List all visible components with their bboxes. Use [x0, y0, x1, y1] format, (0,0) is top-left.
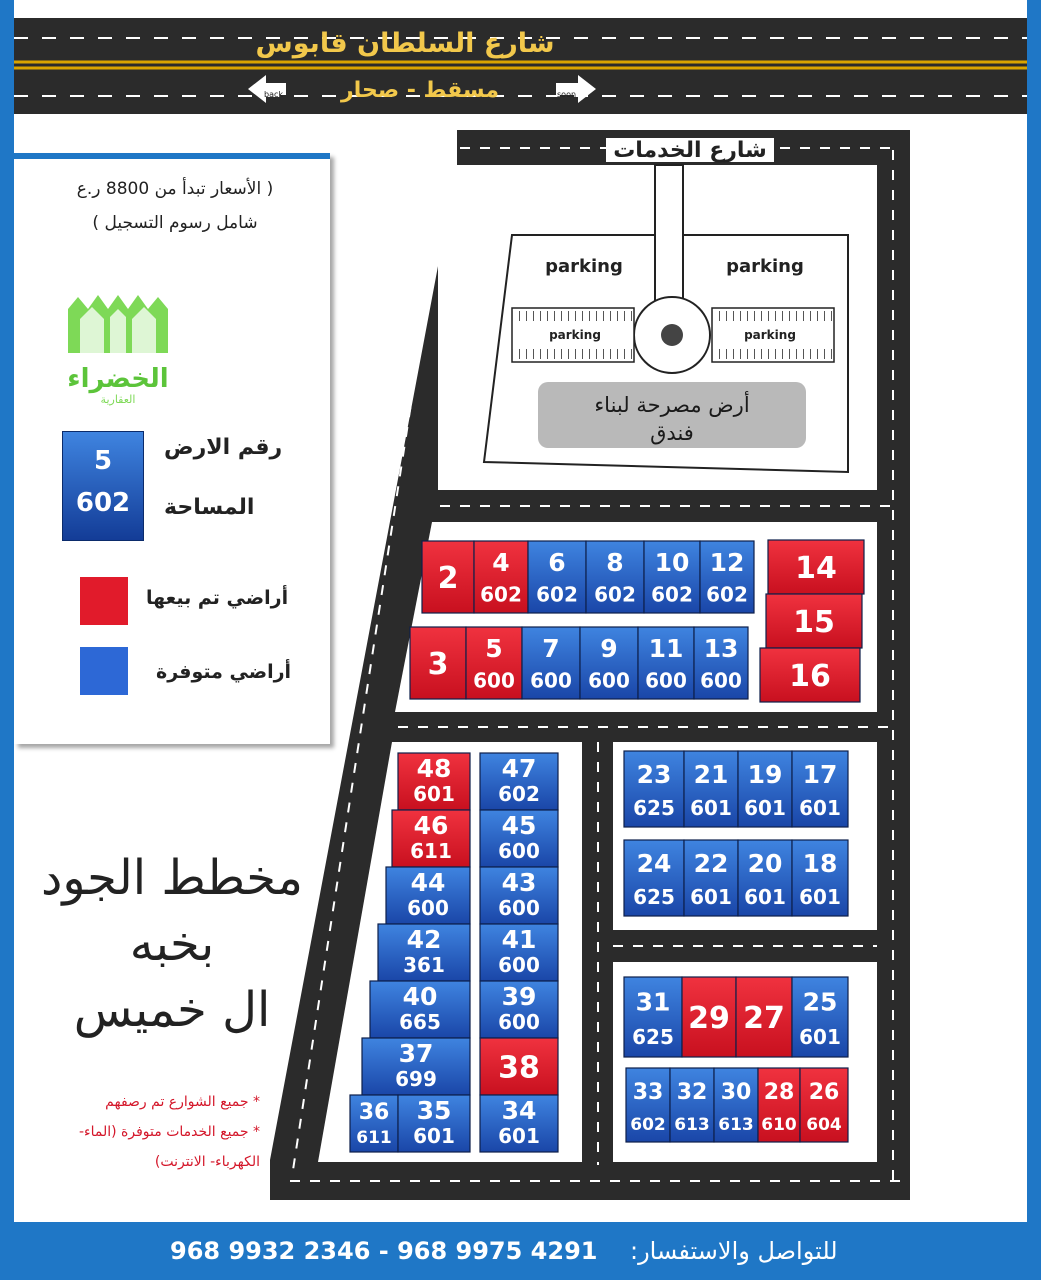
plot-30[interactable]: [714, 1068, 758, 1142]
plot-17[interactable]: [792, 751, 848, 827]
plot-25-area: 601: [799, 1025, 841, 1050]
plot-2[interactable]: [422, 541, 474, 613]
parking-label-lot-left: parking: [549, 328, 601, 342]
plot-34-area: 601: [498, 1123, 540, 1148]
plot-13-number: 13: [703, 634, 739, 664]
plot-28[interactable]: [758, 1068, 800, 1142]
legend-number-label: رقم الارض: [164, 435, 283, 460]
plot-5[interactable]: [466, 627, 522, 699]
plot-33-area: 602: [630, 1115, 666, 1136]
logo-subtext: العقارية: [100, 393, 136, 406]
plot-10[interactable]: [644, 541, 700, 613]
plot-40[interactable]: [370, 981, 470, 1038]
plot-12[interactable]: [700, 541, 754, 613]
plot-13-area: 600: [700, 668, 742, 693]
parking-label-left: parking: [545, 256, 623, 277]
plot-18-number: 18: [802, 848, 838, 878]
plot-23-number: 23: [636, 759, 672, 789]
plot-20-number: 20: [747, 848, 783, 878]
plot-3-number: 3: [427, 646, 449, 682]
sold-swatch: [80, 577, 128, 625]
legend-sold-label: أراضي تم بيعها: [146, 587, 289, 609]
plot-46-area: 611: [410, 838, 452, 863]
price-line-1: ( الأسعار تبدأ من 8800 ر.ع: [76, 179, 274, 199]
parking-label-right: parking: [726, 256, 804, 277]
plot-18[interactable]: [792, 840, 848, 916]
plot-47[interactable]: [480, 753, 558, 810]
plot-18-area: 601: [799, 884, 841, 909]
plot-21-number: 21: [693, 759, 729, 789]
legend-available-label: أراضي متوفرة: [156, 661, 292, 683]
plot-47-area: 602: [498, 781, 540, 806]
plot-31[interactable]: [624, 977, 682, 1057]
plot-37-number: 37: [398, 1038, 434, 1068]
plot-28-number: 28: [763, 1080, 795, 1106]
plot-45-area: 600: [498, 838, 540, 863]
plot-22[interactable]: [684, 840, 738, 916]
plot-14-number: 14: [795, 550, 837, 586]
plot-4[interactable]: [474, 541, 528, 613]
plot-29[interactable]: [682, 977, 736, 1057]
note-line-1: * جميع الشوارع تم رصفهم: [105, 1094, 260, 1110]
plot-41[interactable]: [480, 924, 558, 981]
info-panel: [14, 153, 330, 744]
plot-16[interactable]: [760, 648, 860, 702]
plot-2-number: 2: [437, 560, 459, 596]
plot-45-number: 45: [501, 810, 537, 840]
title-line-2: بخبه: [129, 916, 215, 972]
plot-20-area: 601: [744, 884, 786, 909]
plot-6[interactable]: [528, 541, 586, 613]
plot-45[interactable]: [480, 810, 558, 867]
plot-48-area: 601: [413, 781, 455, 806]
service-road-label: شارع الخدمات: [613, 138, 767, 163]
hotel-land-line1: أرض مصرحة لبناء: [594, 393, 750, 417]
available-swatch: [80, 647, 128, 695]
plot-35-number: 35: [416, 1095, 452, 1125]
plot-40-area: 665: [399, 1009, 441, 1034]
plot-5-number: 5: [485, 634, 503, 664]
plot-24-area: 625: [633, 884, 675, 909]
plot-41-area: 600: [498, 952, 540, 977]
plot-6-area: 602: [536, 582, 578, 607]
plot-36[interactable]: [350, 1095, 398, 1152]
plot-9-number: 9: [600, 634, 618, 664]
note-line-3: الكهرباء- الانترنت): [154, 1154, 260, 1170]
plot-32[interactable]: [670, 1068, 714, 1142]
plot-43[interactable]: [480, 867, 558, 924]
plot-27[interactable]: [736, 977, 792, 1057]
plot-13[interactable]: [694, 627, 748, 699]
plot-17-number: 17: [802, 759, 838, 789]
contact-phones[interactable]: 968 9932 2346 - 968 9975 4291: [170, 1237, 598, 1265]
plot-22-number: 22: [693, 848, 729, 878]
plot-31-area: 625: [632, 1025, 674, 1050]
company-logo: [58, 267, 178, 407]
plot-23[interactable]: [624, 751, 684, 827]
highway-direction: مسقط - صحار: [341, 78, 499, 103]
plot-11[interactable]: [638, 627, 694, 699]
note-line-2: * جميع الخدمات متوفرة (الماء-: [78, 1124, 260, 1140]
plot-9[interactable]: [580, 627, 638, 699]
plot-22-area: 601: [690, 884, 732, 909]
legend-sample-area: 602: [75, 488, 131, 518]
plot-25[interactable]: [792, 977, 848, 1057]
plot-40-number: 40: [402, 981, 438, 1011]
plot-23-area: 625: [633, 795, 675, 820]
plot-5-area: 600: [473, 668, 515, 693]
plot-24[interactable]: [624, 840, 684, 916]
plot-7[interactable]: [522, 627, 580, 699]
plot-8-area: 602: [594, 582, 636, 607]
plot-14[interactable]: [768, 540, 864, 594]
plot-34-number: 34: [501, 1095, 537, 1125]
plot-9-area: 600: [588, 668, 630, 693]
plot-42[interactable]: [378, 924, 470, 981]
title-line-3: ال خميس: [73, 982, 271, 1038]
plot-19[interactable]: [738, 751, 792, 827]
logo-text: الخضراء: [67, 364, 169, 394]
highway-name: شارع السلطان قابوس: [255, 28, 555, 59]
plot-41-number: 41: [501, 924, 537, 954]
plot-19-number: 19: [747, 759, 783, 789]
plot-6-number: 6: [548, 548, 566, 578]
plot-26[interactable]: [800, 1068, 848, 1142]
price-line-2: شامل رسوم التسجيل ): [92, 213, 258, 233]
plot-35[interactable]: [398, 1095, 470, 1152]
back-label: back: [264, 90, 284, 99]
plot-3[interactable]: [410, 627, 466, 699]
plot-26-number: 26: [808, 1080, 840, 1106]
plot-4-number: 4: [492, 548, 510, 578]
plot-48[interactable]: [398, 753, 470, 810]
plot-42-number: 42: [406, 924, 442, 954]
plot-30-area: 613: [718, 1115, 754, 1136]
plot-8[interactable]: [586, 541, 644, 613]
plot-28-area: 610: [761, 1115, 797, 1136]
plot-37-area: 699: [395, 1066, 437, 1091]
logo-icon: [58, 267, 178, 407]
plot-21[interactable]: [684, 751, 738, 827]
project-title: [22, 845, 322, 1043]
plot-10-area: 602: [651, 582, 693, 607]
plot-15-number: 15: [793, 604, 835, 640]
plot-31-number: 31: [635, 987, 671, 1017]
plot-10-number: 10: [654, 548, 690, 578]
plot-11-number: 11: [648, 634, 684, 664]
plot-29-number: 29: [688, 1000, 730, 1036]
plot-34[interactable]: [480, 1095, 558, 1152]
plot-38-number: 38: [498, 1050, 540, 1086]
plot-17-area: 601: [799, 795, 841, 820]
plot-46-number: 46: [413, 810, 449, 840]
plot-4-area: 602: [480, 582, 522, 607]
plot-39-number: 39: [501, 981, 537, 1011]
plot-7-number: 7: [542, 634, 560, 664]
plot-36-area: 611: [356, 1127, 392, 1148]
plot-32-number: 32: [676, 1080, 708, 1106]
plot-26-area: 604: [806, 1115, 842, 1136]
plot-44-area: 600: [407, 895, 449, 920]
plot-19-area: 601: [744, 795, 786, 820]
title-line-1: مخطط الجود: [40, 850, 303, 906]
plot-27-number: 27: [743, 1000, 785, 1036]
plot-25-number: 25: [802, 987, 838, 1017]
plot-39[interactable]: [480, 981, 558, 1038]
plot-32-area: 613: [674, 1115, 710, 1136]
plot-37[interactable]: [362, 1038, 470, 1095]
plot-12-number: 12: [709, 548, 745, 578]
highway: [14, 18, 1027, 114]
parking-label-lot-right: parking: [744, 328, 796, 342]
hotel-land-line2: فندق: [650, 421, 694, 445]
legend-area-label: المساحة: [164, 495, 255, 520]
plot-48-number: 48: [416, 753, 452, 783]
plot-33-number: 33: [632, 1080, 664, 1106]
plot-42-area: 361: [403, 952, 445, 977]
plot-24-number: 24: [636, 848, 672, 878]
plot-7-area: 600: [530, 668, 572, 693]
plot-46[interactable]: [392, 810, 470, 867]
plot-11-area: 600: [645, 668, 687, 693]
plot-38[interactable]: [480, 1038, 558, 1095]
plot-33[interactable]: [626, 1068, 670, 1142]
soon-label: soon: [557, 90, 577, 99]
plot-21-area: 601: [690, 795, 732, 820]
contact-label: للتواصل والاستفسار:: [630, 1237, 838, 1265]
plot-44[interactable]: [386, 867, 470, 924]
plot-35-area: 601: [413, 1123, 455, 1148]
plot-8-number: 8: [606, 548, 624, 578]
plot-43-number: 43: [501, 867, 537, 897]
plot-39-area: 600: [498, 1009, 540, 1034]
plot-15[interactable]: [766, 594, 862, 648]
plot-20[interactable]: [738, 840, 792, 916]
plot-12-area: 602: [706, 582, 748, 607]
plot-16-number: 16: [789, 658, 831, 694]
legend-sample-number: 5: [93, 446, 113, 476]
plot-30-number: 30: [720, 1080, 752, 1106]
legend-sample-plot: [62, 431, 144, 541]
plot-47-number: 47: [501, 753, 537, 783]
plot-44-number: 44: [410, 867, 446, 897]
plot-36-number: 36: [358, 1099, 390, 1125]
plot-43-area: 600: [498, 895, 540, 920]
